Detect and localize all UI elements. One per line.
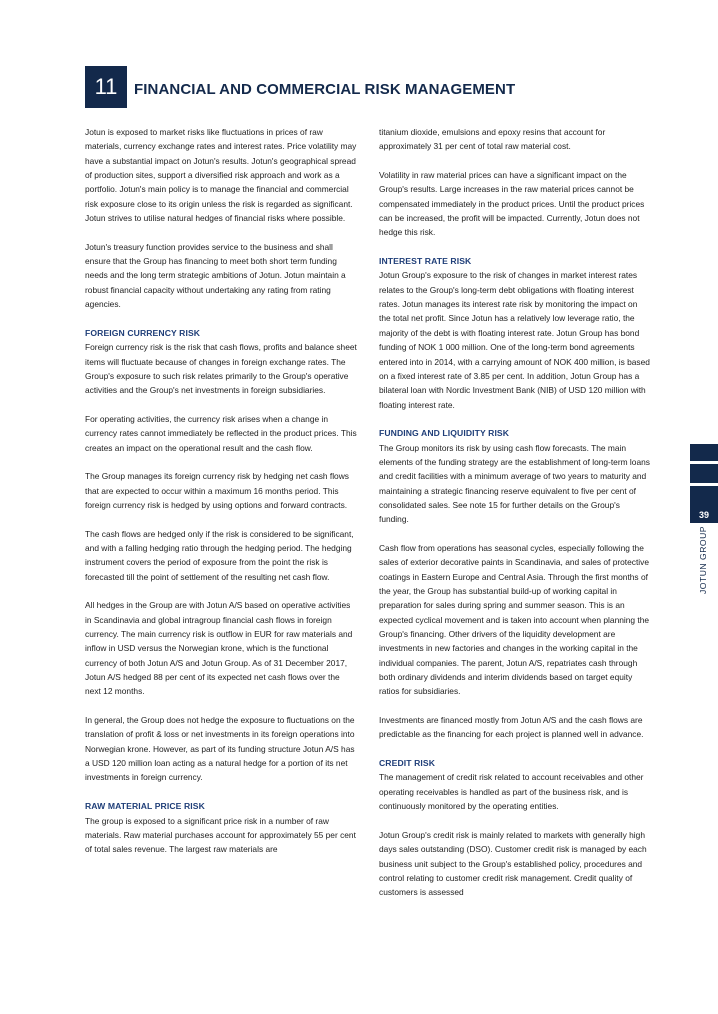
right-column bbox=[379, 125, 651, 914]
paragraph: Volatility in raw material prices can have a significant impact on the Group's results. Large increases in the raw material prices cannot be compensated immediately in the product prices. Until the product prices can be increased, the profit will be impacted. Currently, Jotun does not hedge this risk. bbox=[379, 170, 645, 238]
paragraph: Jotun Group's exposure to the risk of changes in market interest rates relates to the Group's long-term debt obligations with floating interest rates. Jotun manages its interest rate risk by monitoring the impact on the total net profit. Since Jotun has a relatively low leverage ratio, the majority of the debt is with floating interest rate. Jotun Group has bond funding of NOK 1 000 million. One of the long-term bond agreements entered into in 2014, with a carrying amount of NOK 400 million, is based on a fixed interest rate of 3.85 per cent. In addition, Jotun Group has a bilateral loan with Nordic Investment Bank (NIB) of USD 120 million with floating interest rate. bbox=[379, 270, 650, 410]
heading-credit-risk: CREDIT RISK bbox=[379, 758, 436, 769]
section-tab bbox=[690, 486, 718, 506]
paragraph: Investments are financed mostly from Jotun A/S and the cash flows are predictable as the financing for each project is planned well in advance. bbox=[379, 715, 644, 740]
section-tab bbox=[690, 444, 718, 461]
paragraph: Jotun Group's credit risk is mainly related to markets with generally high days sales outstanding (DSO). Customer credit risk is managed by each business unit subject to the Group's established policy, procedures and control relating to customer credit risk management. Credit quality of customers is assessed bbox=[379, 829, 647, 898]
paragraph: Jotun's treasury function provides service to the business and shall ensure that the Group has financing to meet both short term funding needs and the long term strategic ambitions of Jotun. Jotun maintain a robust financial capacity without undertaking any rating from rating agencies. bbox=[85, 241, 346, 310]
paragraph: The management of credit risk related to account receivables and other operating receivables is handled as part of the business risk, and is continuously monitored by the operating entities. bbox=[379, 772, 644, 812]
paragraph: The cash flows are hedged only if the risk is considered to be significant, and with a falling hedging ratio through the hedging period. The hedging instrument covers the period of exposure from the point the risk is forecasted till the point of settlement of the resulting net cash flow. bbox=[85, 528, 354, 582]
heading-raw-material-price-risk: RAW MATERIAL PRICE RISK bbox=[85, 801, 205, 812]
heading-interest-rate-risk: INTEREST RATE RISK bbox=[379, 256, 472, 267]
heading-funding-and-liquidity-risk: FUNDING AND LIQUIDITY RISK bbox=[379, 428, 510, 439]
paragraph: In general, the Group does not hedge the exposure to fluctuations on the translation of profit & loss or net investments in its foreign operations into Norwegian krone. However, as part of its funding structure Jotun A/S has a USD 120 million loan acting as a natural hedge for a portion of its net investments in foreign currency. bbox=[85, 715, 355, 783]
paragraph: The Group manages its foreign currency risk by hedging net cash flows that are expected to occur within a maximum 16 months period. This foreign currency risk is hedged by using options and forward contracts. bbox=[85, 471, 349, 510]
paragraph: All hedges in the Group are with Jotun A/S based on operative activities in Scandinavia and global intragroup financial cash flows in foreign currency. The main currency risk is outflow in EUR for raw materials and inflow in USD versus the Norwegian krone, which is the functional currency of both Jotun A/S and Jotun Group. As of 31 December 2017, Jotun A/S hedged 88 per cent of its expected net cash flows over the next 12 months. bbox=[85, 600, 353, 697]
section-tabs bbox=[690, 444, 718, 509]
company-label: JOTUN GROUP bbox=[698, 525, 708, 594]
paragraph: The group is exposed to a significant price risk in a number of raw materials. Raw material purchases account for approximately 55 per cent of total sales revenue. The largest raw materials are bbox=[85, 815, 356, 855]
section-tab bbox=[690, 464, 718, 483]
paragraph: titanium dioxide, emulsions and epoxy resins that account for approximately 31 per cent of total raw material cost. bbox=[379, 127, 606, 152]
page-number: 39 bbox=[690, 506, 718, 523]
paragraph: Jotun is exposed to market risks like fluctuations in prices of raw materials, currency exchange rates and interest rates. Price volatility may have a substantial impact on Jotun's results. Jotun's geographical spread of production sites, support a diversified risk approach and work as a portfolio. Jotun's main policy is to manage the financial and commercial risk exposure close to its origin unless the risk is regarded as significant. Jotun strives to utilise natural hedges of financial risks where possible. bbox=[85, 127, 357, 224]
paragraph: Foreign currency risk is the risk that cash flows, profits and balance sheet items will fluctuate because of changes in foreign exchange rates. The Group's exposure to such risk relates primarily to the Group's operative activities and the Group's net investments in foreign subsidiaries. bbox=[85, 342, 357, 396]
paragraph: The Group monitors its risk by using cash flow forecasts. The main elements of the funding strategy are the establishment of long-term loans and credit facilities with a minimum average of two years to maturity and maintaining a strategic financing reserve equivalent to five per cent of consolidated sales. See note 15 for further details on the Group's funding. bbox=[379, 442, 650, 525]
left-column bbox=[85, 125, 357, 871]
heading-foreign-currency-risk: FOREIGN CURRENCY RISK bbox=[85, 327, 201, 338]
paragraph: For operating activities, the currency risk arises when a change in currency rates cannot immediately be reflected in the product prices. This creates an impact on the operational result and the cash flow. bbox=[85, 413, 357, 453]
section-number-badge: 11 bbox=[85, 66, 127, 108]
section-title: FINANCIAL AND COMMERCIAL RISK MANAGEMENT bbox=[134, 81, 516, 98]
paragraph: Cash flow from operations has seasonal cycles, especially following the sales of exterior decorative paints in Scandinavia, and sales of protective coatings in Eastern Europe and Central Asia. Through the first months of the year, the Group has substantial build-up of working capital in preparation for sales during spring and summer season. This is an expected cyclical movement and is taken into account when planning the Group's financing. Other drivers of the liquidity development are investments in new factories and changes in the working capital in the individual companies. The parent, Jotun A/S, repatriates cash through both ordinary dividends and interim dividends based on target equity ratios for subsidiaries. bbox=[379, 542, 650, 697]
